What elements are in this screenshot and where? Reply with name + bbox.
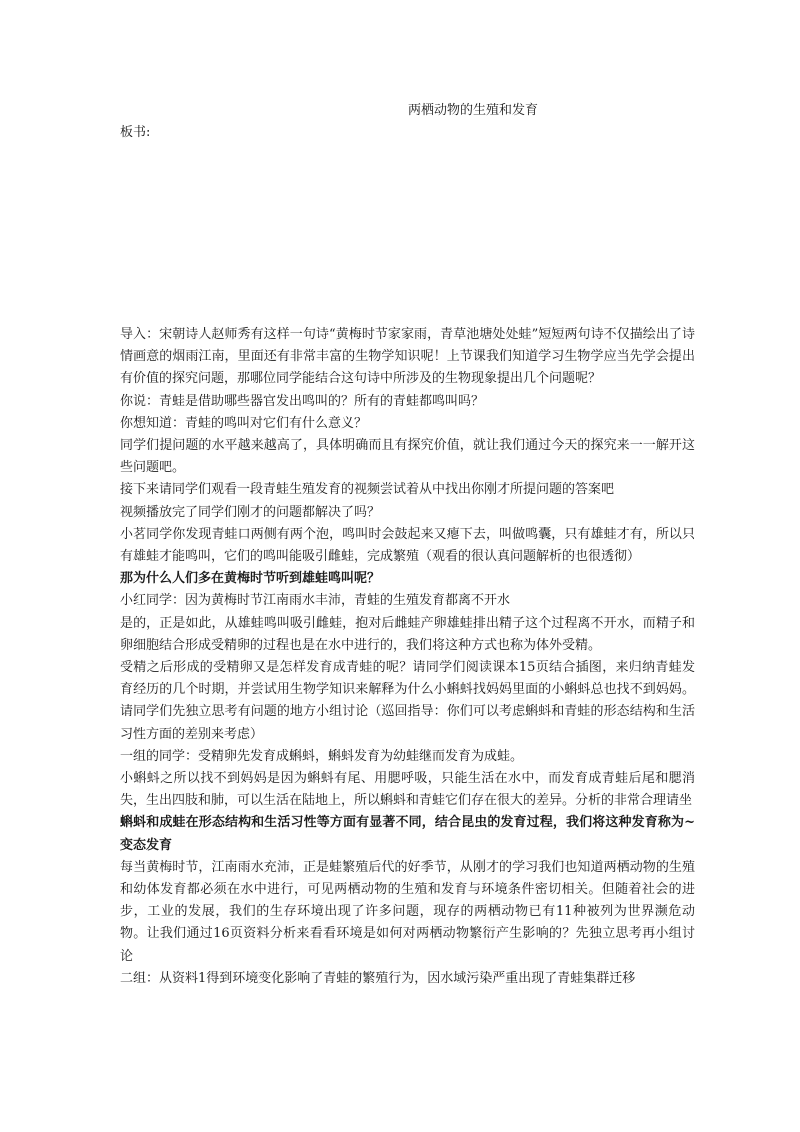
paragraph-tadpole-analysis: 小蝌蚪之所以找不到妈妈是因为蝌蚪有尾、用腮呼吸，只能生活在水中，而发育成青蛙后尾和腮消失，生出四肢和肺，可以生活在陆地上，所以蝌蚪和青蛙它们存在很大的差异。分析的非常合理请坐 [120, 771, 695, 809]
paragraph-metamorphosis: 蝌蚪和成蛙在形态结构和生活习性等方面有显著不同，结合昆虫的发育过程，我们将这种发育称为~变态发育 [120, 815, 695, 853]
paragraph-praise: 同学们提问题的水平越来越高了，具体明确而且有探究价值，就让我们通过今天的探究来一一解开这些问题吧。 [120, 438, 695, 476]
paragraph-group-one: 一组的同学：受精卵先发育成蝌蚪，蝌蚪发育为幼蛙继而发育为成蛙。 [120, 748, 524, 764]
paragraph-group-two: 二组：从资料1得到环境变化影响了青蛙的繁殖行为，因水域污染严重出现了青蛙集群迁移 [120, 970, 636, 986]
lesson-body [120, 324, 695, 990]
paragraph-environment: 每当黄梅时节，江南雨水充沛，正是蛙繁殖后代的好季节，从刚才的学习我们也知道两栖动物的生殖和幼体发育都必须在水中进行，可见两栖动物的生殖和发育与环境条件密切相关。但随着社会的进步，工业的发展，我们的生存环境出现了许多问题，现存的两栖动物已有11种被列为世界濒危动物。让我们通过16页资料分析来看看环境是如何对两栖动物繁衍产生影响的？先独立思考再小组讨论 [120, 859, 695, 964]
paragraph-external-fertilization: 是的，正是如此，从雄蛙鸣叫吸引雌蛙，抱对后雌蛙产卵雄蛙排出精子这个过程离不开水，而精子和卵细胞结合形成受精卵的过程也是在水中进行的，我们将这种方式也称为体外受精。 [120, 615, 695, 653]
paragraph-video-intro: 接下来请同学们观看一段青蛙生殖发育的视频尝试着从中找出你刚才所提问题的答案吧 [120, 482, 615, 498]
document-title: 两栖动物的生殖和发育 [408, 103, 539, 118]
paragraph-why-plum-season: 那为什么人们多在黄梅时节听到雄蛙鸣叫呢？ [120, 571, 381, 587]
paragraph-development-task: 受精之后形成的受精卵又是怎样发育成青蛙的呢？请同学们阅读课本15页结合插图，来归纳青蛙发育经历的几个时期，并尝试用生物学知识来解释为什么小蝌蚪找妈妈里面的小蝌蚪总也找不到妈妈。请同学们先独立思考有问题的地方小组讨论（巡回指导：你们可以考虑蝌蚪和青蛙的形态结构和生活习性方面的差别来考虑） [120, 660, 695, 742]
paragraph-video-check: 视频播放完了同学们刚才的问题都解决了吗？ [120, 504, 381, 520]
board-notes-label: 板书: [120, 125, 151, 140]
paragraph-question-1: 你说：青蛙是借助哪些器官发出鸣叫的？所有的青蛙都鸣叫吗？ [120, 393, 485, 409]
paragraph-student-answer: 小红同学：因为黄梅时节江南雨水丰沛，青蛙的生殖发育都离不开水 [120, 593, 511, 609]
paragraph-vocal-sac: 小茗同学你发现青蛙口两侧有两个泡，鸣叫时会鼓起来又瘪下去，叫做鸣囊，只有雄蛙才有，所以只有雄蛙才能鸣叫，它们的鸣叫能吸引雌蛙，完成繁殖（观看的很认真问题解析的也很透彻） [120, 526, 695, 565]
paragraph-question-2: 你想知道：青蛙的鸣叫对它们有什么意义？ [120, 415, 368, 431]
paragraph-intro: 导入：宋朝诗人赵师秀有这样一句诗“黄梅时节家家雨，青草池塘处处蛙”短短两句诗不仅描绘出了诗情画意的烟雨江南，里面还有非常丰富的生物学知识呢！上节课我们知道学习生物学应当先学会提出有价值的探究问题，那哪位同学能结合这句诗中所涉及的生物现象提出几个问题呢？ [120, 327, 695, 387]
